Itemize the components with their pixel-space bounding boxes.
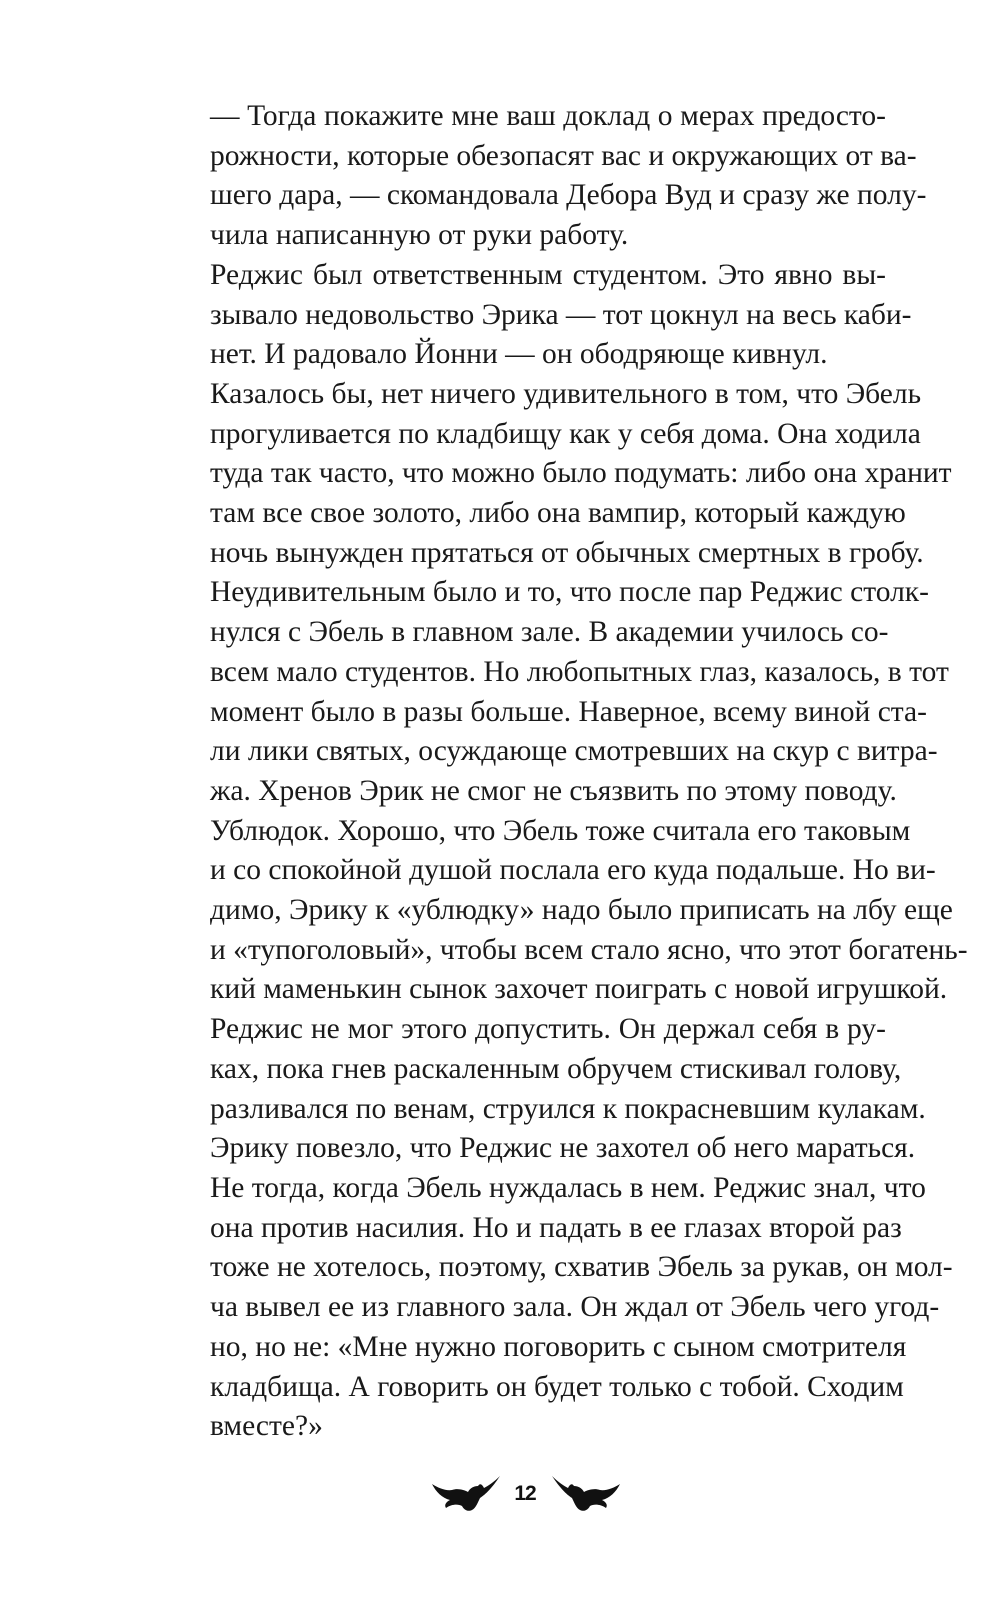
paragraph-5 [172, 1010, 953, 1447]
text-line: Реджис не мог этого допустить. Он держал себя в ру- [210, 1013, 886, 1046]
bat-left-shape [432, 1476, 500, 1511]
text-line: Казалось бы, нет ничего удивительного в том, что Эбель [210, 377, 922, 410]
text-line: зывало недовольство Эрика — тот цокнул на весь каби- [210, 298, 912, 331]
text-line: Неудивительным было и то, что после пар Реджис столк- [210, 576, 929, 609]
paragraph-4 [172, 573, 968, 1010]
text-line: ках, пока гнев раскаленным обручем стискивал голову, [210, 1052, 902, 1085]
text-line: рожности, которые обезопасят вас и окружающих от ва- [210, 139, 917, 172]
text-line: кладбища. А говорить он будет только с тобой. Сходим [210, 1370, 904, 1403]
page-number: 12 [514, 1482, 536, 1505]
text-line: Реджис был ответственным студентом. Это явно вы- [210, 258, 886, 291]
body-text [172, 97, 968, 1447]
text-line: прогуливается по кладбищу как у себя дома. Она ходила [210, 417, 921, 450]
text-line: там все свое золото, либо она вампир, который каждую [210, 497, 906, 530]
text-line: жа. Хренов Эрик не смог не съязвить по этому поводу. [210, 774, 897, 807]
text-line: она против насилия. Но и падать в ее глазах второй раз [210, 1211, 902, 1244]
text-line: и со спокойной душой послала его куда подальше. Но ви- [210, 854, 936, 887]
paragraph-3 [172, 375, 952, 574]
text-line: Ублюдок. Хорошо, что Эбель тоже считала его таковым [210, 814, 911, 847]
page-footer [0, 1462, 1000, 1532]
text-line: момент было в разы больше. Наверное, всему виной ста- [210, 695, 927, 728]
text-line: шего дара, — скомандовала Дебора Вуд и сразу же полу- [210, 179, 927, 212]
text-line: кий маменькин сынок захочет поиграть с новой игрушкой. [210, 973, 948, 1006]
text-line: ночь вынужден прятаться от обычных смертных в гробу. [210, 536, 924, 569]
text-line: и «тупоголовый», чтобы всем стало ясно, что этот богатень- [210, 933, 968, 966]
bat-icon [430, 1472, 502, 1514]
text-line: чила написанную от руки работу. [210, 219, 629, 252]
text-line: ли лики святых, осуждающе смотревших на скур с витра- [210, 735, 938, 768]
text-line: димо, Эрику к «ублюдку» надо было приписать на лбу еще [210, 894, 953, 927]
text-line: тоже не хотелось, поэтому, схватив Эбель за рукав, он мол- [210, 1251, 953, 1284]
bat-right-shape [552, 1476, 620, 1511]
text-line: нулся с Эбель в главном зале. В академии училось со- [210, 616, 889, 649]
paragraph-2 [172, 256, 912, 375]
text-line: но, но не: «Мне нужно поговорить с сыном смотрителя [210, 1330, 907, 1363]
bat-icon [550, 1472, 622, 1514]
text-line: Не тогда, когда Эбель нуждалась в нем. Реджис знал, что [210, 1171, 926, 1204]
paragraph-1 [172, 97, 927, 256]
text-line: разливался по венам, струился к покрасневшим кулакам. [210, 1092, 926, 1125]
text-line: Эрику повезло, что Реджис не захотел об него мараться. [210, 1132, 916, 1165]
text-line: вместе?» [210, 1410, 323, 1443]
text-line: нет. И радовало Йонни — он ободряюще кивнул. [210, 338, 828, 371]
text-line: ча вывел ее из главного зала. Он ждал от Эбель чего угод- [210, 1291, 940, 1324]
text-line: всем мало студентов. Но любопытных глаз, казалось, в тот [210, 655, 949, 688]
text-line: туда так часто, что можно было подумать: либо она хранит [210, 457, 952, 490]
text-line: — Тогда покажите мне ваш доклад о мерах предосто- [210, 100, 886, 132]
